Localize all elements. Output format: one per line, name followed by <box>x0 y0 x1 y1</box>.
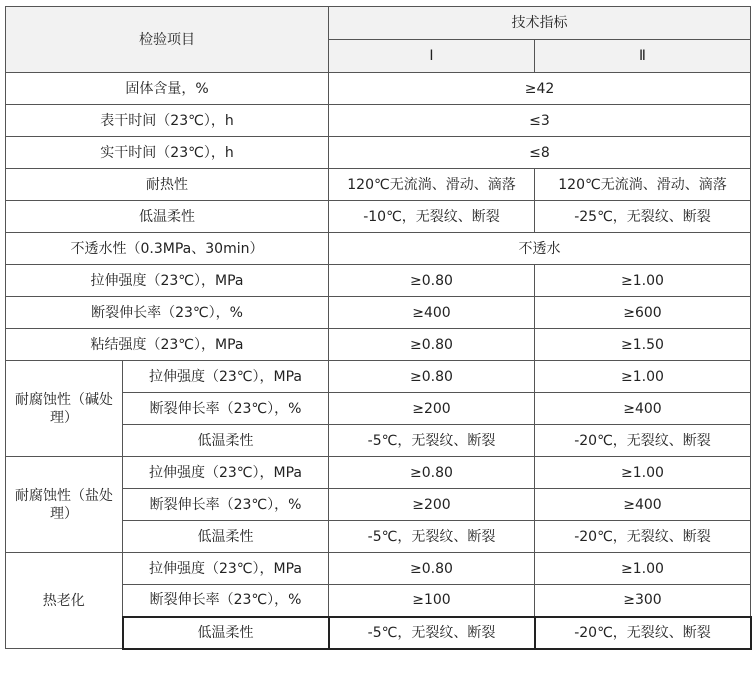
header-col2: Ⅱ <box>535 40 751 73</box>
row-value-1: ≥0.80 <box>329 361 535 393</box>
table-row <box>6 201 751 233</box>
row-value-2: -20℃，无裂纹、断裂 <box>535 425 751 457</box>
row-value: ≤3 <box>329 105 751 137</box>
row-value-1: ≥0.80 <box>329 457 535 489</box>
row-value-1: -5℃，无裂纹、断裂 <box>329 521 535 553</box>
row-value-1: ≥400 <box>329 297 535 329</box>
table-row <box>6 457 751 489</box>
row-label: 拉伸强度（23℃），MPa <box>123 361 329 393</box>
row-label: 粘结强度（23℃），MPa <box>6 329 329 361</box>
row-label: 低温柔性 <box>123 425 329 457</box>
table-row <box>6 233 751 265</box>
row-value-2: ≥300 <box>535 585 751 617</box>
row-value-2: -20℃，无裂纹、断裂 <box>535 617 751 649</box>
row-value-1: ≥0.80 <box>329 553 535 585</box>
row-value: 不透水 <box>329 233 751 265</box>
row-value-1: -5℃，无裂纹、断裂 <box>329 617 535 649</box>
row-label: 断裂伸长率（23℃），% <box>123 393 329 425</box>
row-label: 断裂伸长率（23℃），% <box>123 489 329 521</box>
row-label: 拉伸强度（23℃），MPa <box>6 265 329 297</box>
row-value-2: 120℃无流淌、滑动、滴落 <box>535 169 751 201</box>
spec-table <box>5 6 752 650</box>
row-value: ≤8 <box>329 137 751 169</box>
row-value-2: ≥1.00 <box>535 457 751 489</box>
row-label: 耐热性 <box>6 169 329 201</box>
row-label: 固体含量，% <box>6 73 329 105</box>
header-spec: 技术指标 <box>329 7 751 40</box>
row-label: 不透水性（0.3MPa、30min） <box>6 233 329 265</box>
row-label: 断裂伸长率（23℃），% <box>6 297 329 329</box>
row-value-1: -5℃，无裂纹、断裂 <box>329 425 535 457</box>
header-col1: Ⅰ <box>329 40 535 73</box>
row-label: 低温柔性 <box>123 521 329 553</box>
row-value-1: ≥200 <box>329 393 535 425</box>
row-value-1: 120℃无流淌、滑动、滴落 <box>329 169 535 201</box>
row-value: ≥42 <box>329 73 751 105</box>
row-label: 拉伸强度（23℃），MPa <box>123 553 329 585</box>
row-label: 拉伸强度（23℃），MPa <box>123 457 329 489</box>
row-value-2: ≥1.50 <box>535 329 751 361</box>
row-value-1: ≥0.80 <box>329 265 535 297</box>
row-value-1: -10℃，无裂纹、断裂 <box>329 201 535 233</box>
row-value-2: -25℃，无裂纹、断裂 <box>535 201 751 233</box>
table-row <box>6 361 751 393</box>
row-value-2: ≥1.00 <box>535 553 751 585</box>
row-label: 表干时间（23℃），h <box>6 105 329 137</box>
row-label: 低温柔性 <box>123 617 329 649</box>
header-item: 检验项目 <box>6 7 329 73</box>
table-row <box>6 265 751 297</box>
row-value-1: ≥0.80 <box>329 329 535 361</box>
table-row <box>6 329 751 361</box>
row-value-2: ≥400 <box>535 393 751 425</box>
table-row <box>6 553 751 585</box>
row-value-1: ≥200 <box>329 489 535 521</box>
table-row <box>6 169 751 201</box>
table-row <box>6 105 751 137</box>
group-label: 耐腐蚀性（盐处理） <box>6 457 123 553</box>
row-value-1: ≥100 <box>329 585 535 617</box>
group-label: 耐腐蚀性（碱处理） <box>6 361 123 457</box>
row-label: 实干时间（23℃），h <box>6 137 329 169</box>
row-label: 低温柔性 <box>6 201 329 233</box>
row-value-2: -20℃，无裂纹、断裂 <box>535 521 751 553</box>
row-label: 断裂伸长率（23℃），% <box>123 585 329 617</box>
row-value-2: ≥1.00 <box>535 361 751 393</box>
group-label: 热老化 <box>6 553 123 649</box>
table-row <box>6 73 751 105</box>
table-row <box>6 297 751 329</box>
table-row <box>6 137 751 169</box>
row-value-2: ≥400 <box>535 489 751 521</box>
row-value-2: ≥600 <box>535 297 751 329</box>
row-value-2: ≥1.00 <box>535 265 751 297</box>
